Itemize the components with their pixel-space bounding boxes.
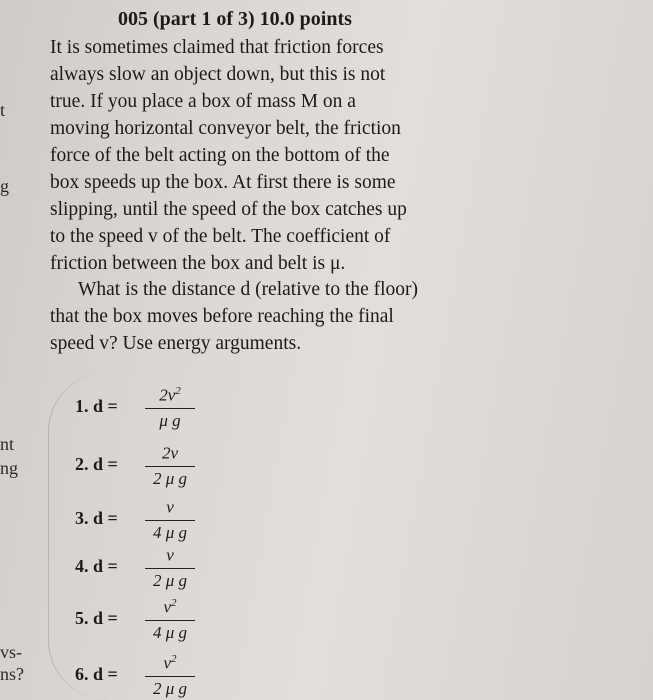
paragraph-line: slipping, until the speed of the box catches up — [50, 199, 407, 220]
denominator: 4 μ g — [152, 523, 188, 543]
fraction — [145, 492, 195, 544]
problem-paragraph — [50, 34, 520, 277]
paragraph-line: moving horizontal conveyor belt, the friction — [50, 118, 401, 139]
paragraph-line: always slow an object down, but this is not — [50, 64, 386, 85]
numerator-exponent: 2 — [175, 385, 181, 397]
margin-fragment: ns? — [0, 664, 24, 684]
paragraph-line: that the box moves before reaching the final — [50, 306, 394, 327]
fraction — [145, 438, 195, 490]
fraction — [145, 380, 195, 432]
paragraph-line: speed v? Use energy arguments. — [50, 333, 302, 354]
choice-label: 4. d = — [75, 556, 118, 576]
page-curl-shadow — [48, 372, 109, 700]
numerator-exponent: 2 — [171, 653, 177, 665]
paragraph-line: to the speed v of the belt. The coefficient of — [50, 226, 391, 247]
choice-label: 5. d = — [75, 608, 118, 628]
denominator: 2 μ g — [152, 679, 188, 699]
denominator: 2 μ g — [152, 469, 188, 489]
question-paragraph — [50, 276, 520, 357]
numerator: v — [166, 497, 174, 517]
numerator: v — [163, 597, 172, 617]
choice-label: 2. d = — [75, 454, 118, 474]
fraction-bar — [145, 520, 195, 522]
margin-fragment: vs- — [0, 642, 22, 662]
paragraph-line: true. If you place a box of mass M on a — [50, 91, 356, 112]
choice-label: 1. d = — [75, 396, 118, 416]
margin-fragment: ng — [0, 458, 18, 478]
margin-fragment: nt — [0, 434, 15, 454]
numerator: v — [163, 653, 172, 673]
choice-label: 6. d = — [75, 664, 118, 684]
denominator: 4 μ g — [152, 623, 188, 643]
denominator: 2 μ g — [152, 571, 188, 591]
fraction-bar — [145, 676, 195, 678]
choice-label: 3. d = — [75, 508, 118, 528]
numerator: v — [166, 545, 174, 565]
margin-fragment: g — [0, 176, 9, 196]
numerator-exponent: 2 — [171, 597, 177, 609]
paragraph-line: friction between the box and belt is μ. — [50, 253, 346, 274]
paragraph-line: It is sometimes claimed that friction forces — [50, 37, 384, 58]
numerator: 2v — [161, 443, 179, 463]
denominator: μ g — [159, 411, 181, 431]
paragraph-line: What is the distance d (relative to the floor) — [78, 279, 419, 300]
fraction-bar — [145, 620, 195, 622]
fraction-bar — [145, 568, 195, 570]
fraction — [145, 592, 195, 644]
paragraph-line: force of the belt acting on the bottom of the — [50, 145, 390, 166]
fraction-bar — [145, 466, 195, 468]
paragraph-line: box speeds up the box. At first there is some — [50, 172, 396, 193]
margin-fragment: t — [0, 100, 6, 120]
numerator: 2v — [159, 385, 176, 405]
fraction — [145, 540, 195, 592]
question-header: 005 (part 1 of 3) 10.0 points — [118, 8, 352, 30]
fraction — [145, 648, 195, 700]
fraction-bar — [145, 408, 195, 410]
